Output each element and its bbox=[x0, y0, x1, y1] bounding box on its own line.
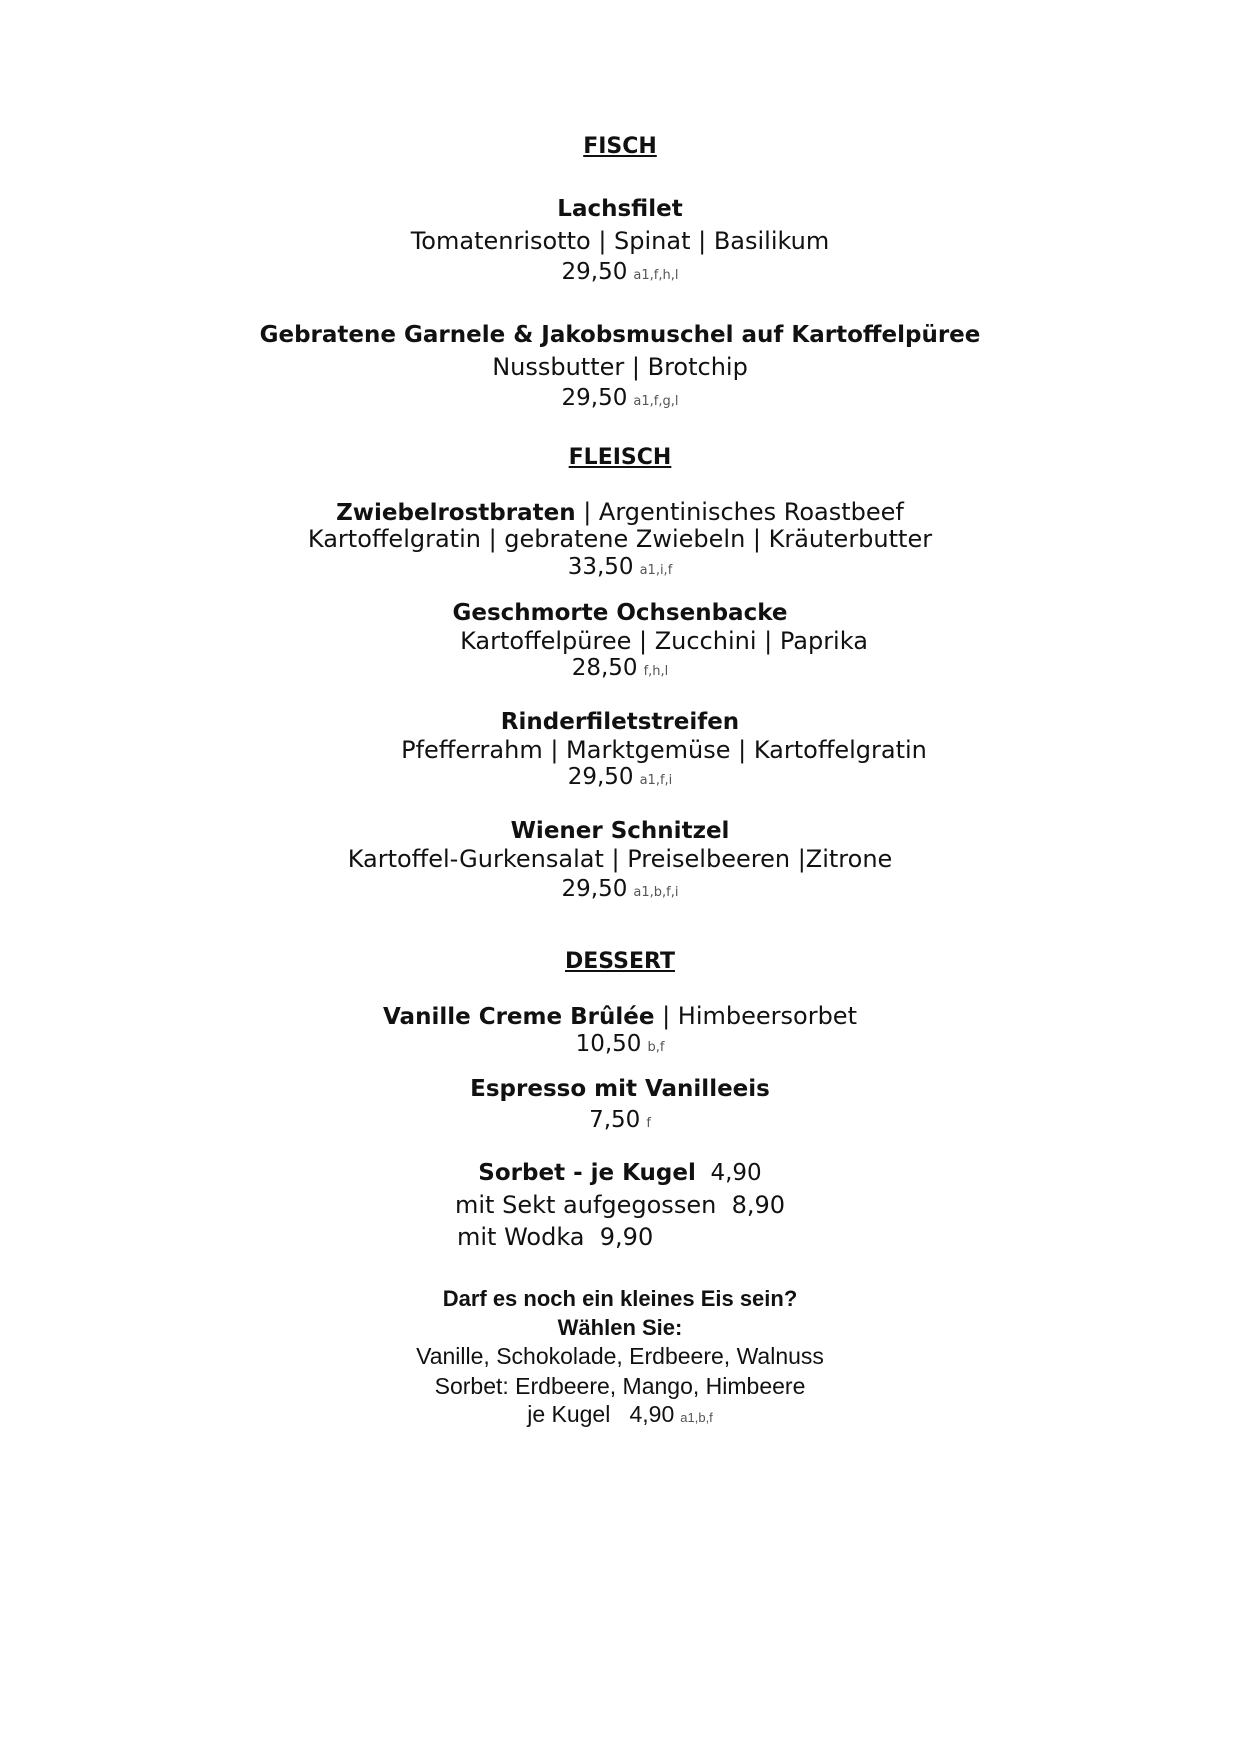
dish-description: Kartoffel-Gurkensalat | Preiselbeeren |Zitrone bbox=[347, 845, 893, 873]
dish-name: Lachsfilet bbox=[557, 196, 683, 222]
allergen-codes: a1,i,f bbox=[639, 563, 673, 578]
sorbet-option-price: 8,90 bbox=[731, 1191, 785, 1219]
sorbet-line bbox=[0, 1160, 1240, 1186]
allergen-codes: b,f bbox=[647, 1040, 665, 1055]
dish-description: Tomatenrisotto | Spinat | Basilikum bbox=[410, 227, 830, 255]
allergen-codes: a1,b,f,i bbox=[633, 885, 679, 900]
ice-cream-price: 4,90 bbox=[629, 1401, 675, 1427]
dish-price: 10,50 bbox=[575, 1031, 642, 1057]
dish-description: Nussbutter | Brotchip bbox=[492, 353, 748, 381]
allergen-codes: a1,b,f bbox=[680, 1410, 713, 1425]
sorbet-flavors: Sorbet: Erdbeere, Mango, Himbeere bbox=[434, 1373, 806, 1399]
dish-name: Sorbet - je Kugel bbox=[478, 1160, 696, 1186]
ice-cream-flavors: Vanille, Schokolade, Erdbeere, Walnuss bbox=[416, 1343, 824, 1369]
dish-price: 29,50 bbox=[567, 764, 634, 790]
dish-title-line bbox=[0, 1002, 1240, 1030]
dish-price: 4,90 bbox=[710, 1160, 762, 1186]
dish-price-line bbox=[0, 1031, 1240, 1057]
dish-price-line bbox=[0, 876, 1240, 902]
ice-cream-question: Darf es noch ein kleines Eis sein? bbox=[442, 1286, 798, 1311]
section-heading-fisch: FISCH bbox=[583, 134, 657, 159]
section-heading-fleisch: FLEISCH bbox=[568, 445, 672, 470]
allergen-codes: a1,f,h,l bbox=[633, 268, 679, 283]
dish-name: Gebratene Garnele & Jakobsmuschel auf Kartoffelpüree bbox=[259, 322, 981, 348]
dish-price: 29,50 bbox=[561, 385, 628, 411]
dish-price-line bbox=[0, 554, 1240, 580]
dish-name: Rinderfiletstreifen bbox=[500, 709, 740, 735]
allergen-codes: f bbox=[646, 1116, 651, 1131]
allergen-codes: a1,f,g,l bbox=[633, 394, 679, 409]
dish-description: Pfefferrahm | Marktgemüse | Kartoffelgratin bbox=[401, 736, 927, 764]
dish-name-suffix: | Argentinisches Roastbeef bbox=[575, 498, 904, 526]
dish-name-suffix: | Himbeersorbet bbox=[654, 1002, 857, 1030]
per-scoop-label: je Kugel bbox=[527, 1401, 611, 1427]
dish-name: Wiener Schnitzel bbox=[510, 818, 730, 844]
dish-price: 28,50 bbox=[571, 655, 638, 681]
dish-price-line bbox=[0, 385, 1240, 411]
section-heading-dessert: DESSERT bbox=[565, 949, 675, 974]
sorbet-option-label: mit Wodka bbox=[457, 1223, 585, 1251]
dish-title-line bbox=[0, 498, 1240, 526]
dish-name: Vanille Creme Brûlée bbox=[383, 1004, 655, 1030]
dish-price-line bbox=[0, 259, 1240, 285]
allergen-codes: f,h,l bbox=[643, 664, 669, 679]
dish-price: 29,50 bbox=[561, 259, 628, 285]
dish-name: Espresso mit Vanilleeis bbox=[470, 1076, 770, 1102]
dish-name: Geschmorte Ochsenbacke bbox=[452, 600, 788, 626]
dish-price: 29,50 bbox=[561, 876, 628, 902]
ice-cream-price-line bbox=[0, 1401, 1240, 1428]
dish-description: Kartoffelgratin | gebratene Zwiebeln | Kräuterbutter bbox=[307, 525, 933, 553]
allergen-codes: a1,f,i bbox=[639, 773, 673, 788]
dish-price: 33,50 bbox=[567, 554, 634, 580]
dish-price-line bbox=[0, 655, 1240, 681]
dish-price-line bbox=[0, 1107, 1240, 1133]
ice-cream-choose: Wählen Sie: bbox=[557, 1315, 683, 1340]
dish-description: Kartoffelpüree | Zucchini | Paprika bbox=[460, 627, 868, 655]
sorbet-option-price: 9,90 bbox=[599, 1223, 654, 1251]
dish-price-line bbox=[0, 764, 1240, 790]
sorbet-option bbox=[0, 1191, 1240, 1219]
sorbet-option-label: mit Sekt aufgegossen bbox=[455, 1191, 717, 1219]
dish-price: 7,50 bbox=[589, 1107, 641, 1133]
dish-name: Zwiebelrostbraten bbox=[336, 500, 576, 526]
sorbet-option-label-wrap bbox=[457, 1223, 653, 1251]
